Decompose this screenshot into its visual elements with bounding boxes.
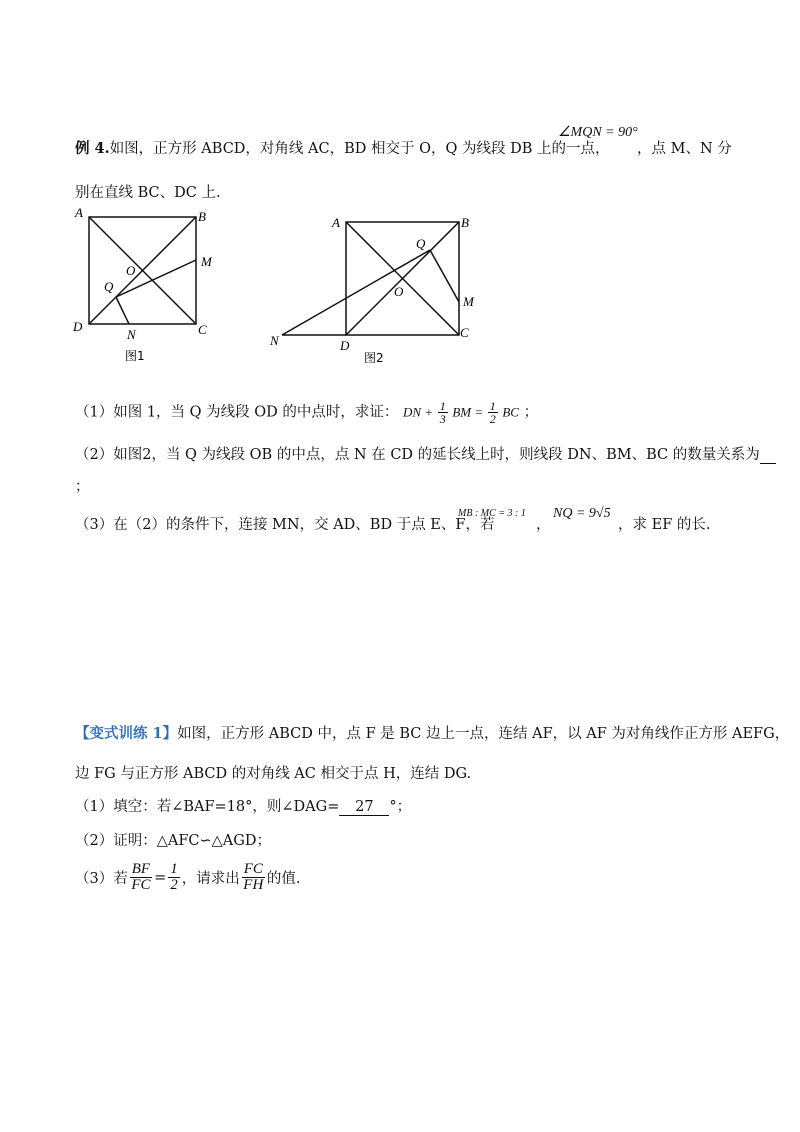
q1-formula-b: BM = [452, 404, 484, 420]
label-d: D [73, 319, 83, 334]
variant1-q1-suffix: °； [389, 799, 412, 815]
label-c: C [198, 322, 207, 337]
figure-2 [262, 210, 487, 370]
example4-q2 [75, 443, 776, 464]
example4-label: 例 4. [75, 140, 110, 157]
label-b: B [198, 209, 206, 224]
variant1-line2: 边 FG 与正方形 ABCD 的对角线 AC 相交于点 H，连结 DG. [75, 766, 472, 782]
variant1-label: 【变式训练 1】 [75, 725, 178, 742]
label-q: Q [104, 279, 114, 294]
label-d: D [340, 338, 350, 353]
q3-prefix: （3）在（2）的条件下，连接 MN，交 AD、BD 于点 E、F，若 [75, 517, 495, 533]
label-q: Q [416, 236, 426, 251]
label-m: M [463, 294, 474, 309]
q3-comma: ， [536, 517, 551, 533]
variant1-q3 [75, 862, 301, 893]
q1-frac2-den: 2 [489, 412, 496, 426]
segment-qn [116, 297, 129, 324]
frac3-den: FH [243, 877, 264, 893]
q1-frac1-num: 1 [439, 399, 446, 413]
frac1-den: FC [131, 877, 151, 893]
q3-nq: NQ = 9√5 [553, 506, 611, 521]
figure-2-caption: 图2 [364, 351, 384, 365]
variant1-q2: （2）证明：△AFC∽△AGD； [75, 833, 271, 849]
example4-q3 [75, 513, 494, 534]
label-n: N [270, 333, 279, 348]
variant1-q3-frac3 [242, 862, 265, 893]
variant1-q3-frac1 [130, 862, 152, 893]
variant1-line1 [75, 722, 789, 743]
label-b: B [461, 215, 469, 230]
variant1-q1-prefix: （1）填空：若∠BAF=18°，则∠DAG= [75, 799, 340, 815]
q1-formula-c: BC [502, 404, 519, 420]
figure-1 [70, 205, 230, 370]
variant1-q3-prefix: （3）若 [75, 871, 128, 887]
q1-prefix: （1）如图 1，当 Q 为线段 OD 的中点时，求证： [75, 404, 399, 421]
label-a: A [332, 215, 340, 230]
q1-frac1 [438, 400, 448, 425]
variant1-q1-answer: 27 [339, 799, 389, 816]
q1-frac2 [488, 400, 498, 425]
frac2-num: 1 [170, 861, 178, 877]
q3-suffix: ，求 EF 的长. [618, 517, 711, 533]
figure-1-caption: 图1 [125, 349, 145, 363]
label-a: A [75, 205, 83, 220]
variant1-text: 如图，正方形 ABCD 中，点 F 是 BC 边上一点，连结 AF，以 AF 为对角线作正方形 AEFG， [177, 726, 790, 742]
q1-frac2-num: 1 [489, 399, 496, 413]
segment-nq [282, 250, 430, 335]
variant1-q3-eq: = [154, 869, 167, 886]
label-n: N [127, 327, 136, 342]
q2-text: （2）如图2，当 Q 为线段 OB 的中点，点 N 在 CD 的延长线上时，则线段 DN、BM、BC 的数量关系为 [75, 447, 760, 463]
example4-line1-end: ，点 M、N 分 [637, 141, 732, 157]
q1-formula-a: DN + [403, 404, 434, 420]
example4-q2-end: ； [75, 479, 90, 495]
label-o: O [394, 284, 404, 299]
segment-qm [430, 250, 459, 302]
q1-suffix: ； [523, 404, 539, 421]
variant1-q1 [75, 795, 411, 816]
label-m: M [201, 254, 212, 269]
variant1-q3-mid: ，请求出 [181, 871, 240, 887]
q1-frac1-den: 3 [439, 412, 446, 426]
example4-line2: 别在直线 BC、DC 上. [75, 185, 221, 201]
q2-answer-blank [760, 447, 776, 464]
frac3-num: FC [243, 861, 263, 877]
example4-line1 [75, 137, 609, 158]
frac1-num: BF [131, 861, 151, 877]
angle-mqn: ∠MQN = 90° [558, 125, 638, 140]
example4-text: 如图，正方形 ABCD，对角线 AC，BD 相交于 O，Q 为线段 DB 上的一点， [109, 141, 610, 157]
variant1-q3-suffix: 的值. [266, 871, 301, 887]
frac2-den: 2 [170, 877, 178, 893]
q3-ratio: MB : MC = 3 : 1 [458, 508, 526, 519]
label-c: C [460, 325, 469, 340]
label-o: O [126, 263, 136, 278]
variant1-q3-frac2 [168, 862, 180, 893]
example4-q1 [75, 400, 538, 425]
